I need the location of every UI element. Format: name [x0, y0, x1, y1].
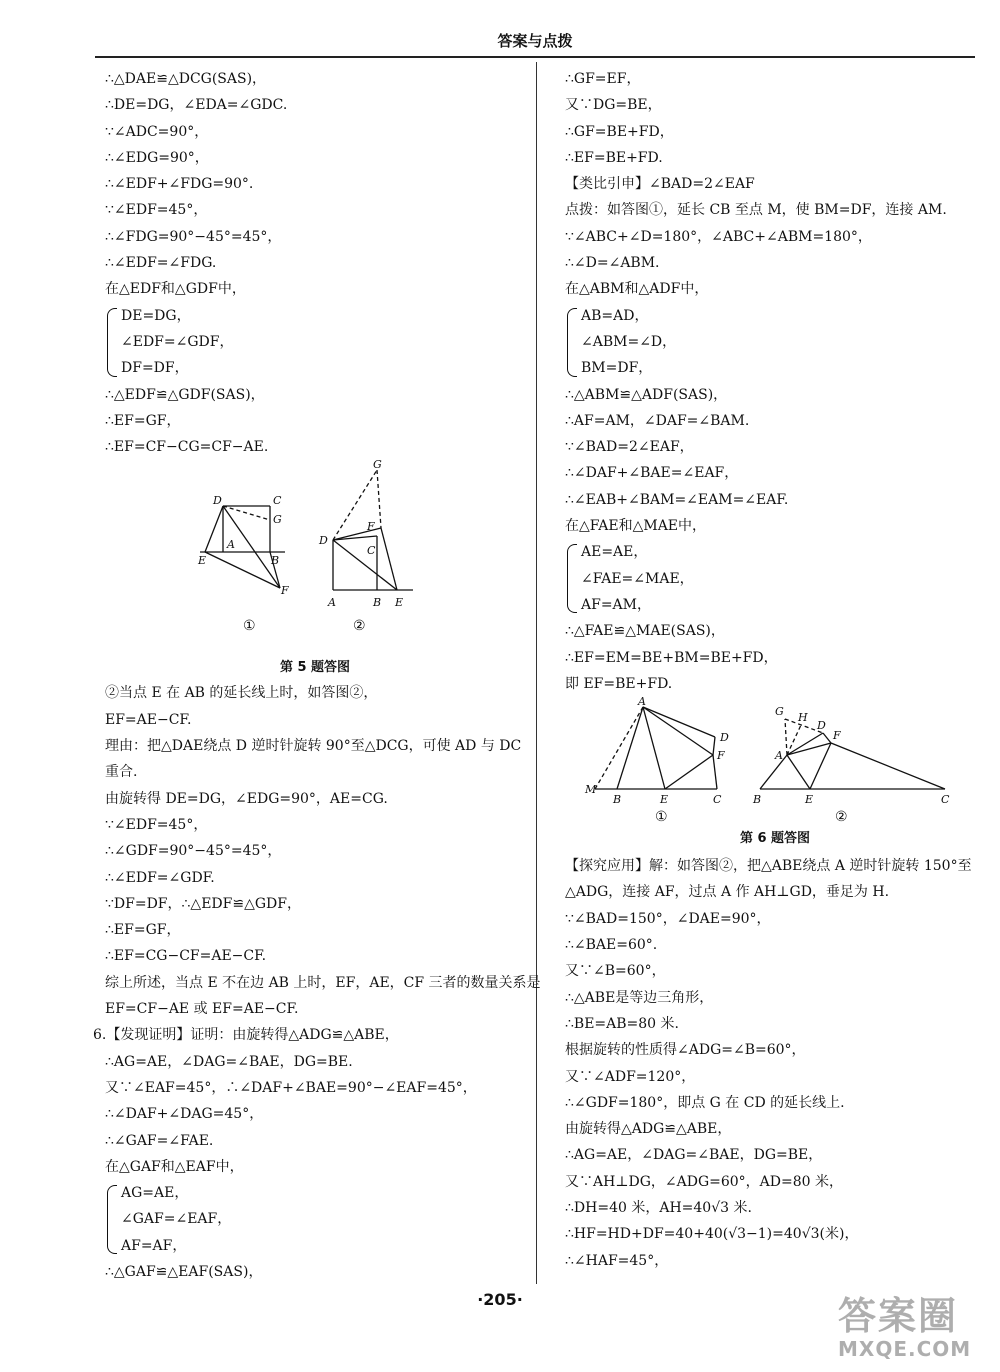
right-brace-b — [565, 539, 985, 618]
fig-label: C — [273, 494, 282, 508]
text-line: DF=DF， — [121, 360, 189, 377]
right-block-b — [565, 382, 985, 540]
text-line: 又∵∠B=60°， — [565, 963, 666, 980]
left-brace-a — [105, 303, 525, 382]
text-line: 【探究应用】解：如答图②，把△ABE绕点 A 逆时针旋转 150°至 — [565, 858, 972, 875]
fig-label: E — [805, 793, 814, 807]
page-number: ·205· — [477, 1290, 523, 1309]
text-line: 【类比引申】∠BAD=2∠EAF — [565, 176, 755, 193]
fig-label: B — [373, 596, 382, 610]
left-block-a — [105, 66, 525, 303]
text-line: ∴∠EDF=∠FDG. — [105, 255, 217, 272]
fig-circle-label: ② — [835, 809, 848, 826]
left-block-d — [105, 1049, 525, 1180]
fig-label: A — [328, 596, 336, 610]
fig-label: A — [638, 697, 646, 709]
text-line: ∵∠EDF=45°， — [105, 202, 208, 219]
brace-icon — [107, 1185, 117, 1254]
fig-label: B — [613, 793, 622, 807]
question-6-title: 6.【发现证明】证明：由旋转得△ADG≌△ABE， — [93, 1027, 399, 1044]
fig-label: D — [213, 494, 222, 508]
fig-label: G — [775, 705, 784, 719]
text-line: EF=AE−CF. — [105, 711, 192, 728]
text-line: ∴DE=DG，∠EDA=∠GDC. — [105, 97, 288, 114]
right-block-c — [565, 618, 985, 697]
brace-icon — [107, 308, 117, 377]
text-line: 由旋转得 DE=DG，∠EDG=90°，AE=CG. — [105, 790, 388, 807]
text-line: ∴HF=HD+DF=40+40(√3−1)=40√3(米)， — [565, 1226, 859, 1243]
fig-label: B — [753, 793, 762, 807]
text-line: ∴GF=BE+FD， — [565, 123, 674, 140]
text-line: 在△EDF和△GDF中， — [105, 281, 246, 298]
text-line: ∴△EDF≌△GDF(SAS)， — [105, 386, 265, 403]
watermark-small-text: MXQE.COM — [838, 1337, 972, 1361]
text-line: △ADG，连接 AF，过点 A 作 AH⊥GD，垂足为 H. — [565, 884, 890, 901]
figure-6-caption: 第 6 题答图 — [739, 831, 811, 847]
text-line: AF=AF， — [121, 1237, 187, 1254]
right-brace-a — [565, 303, 985, 382]
fig-label: F — [367, 520, 375, 534]
text-line: 又∵∠ADF=120°， — [565, 1068, 696, 1085]
text-line: 由旋转得△ADG≌△ABE， — [565, 1121, 732, 1138]
figure-5-caption: 第 5 题答图 — [279, 660, 351, 676]
left-block-b — [105, 382, 525, 461]
text-line: ∴EF=BE+FD. — [565, 149, 663, 166]
text-line: ∴∠EDG=90°， — [105, 149, 209, 166]
text-line: ∴∠EDF+∠FDG=90°. — [105, 176, 254, 193]
fig-label: E — [395, 596, 404, 610]
fig-circle-label: ① — [655, 809, 668, 826]
text-line: 在△GAF和△EAF中， — [105, 1158, 244, 1175]
text-line: DE=DG， — [121, 307, 191, 324]
text-line: ∠EDF=∠GDF， — [121, 333, 234, 350]
text-line: ∵∠ABC+∠D=180°，∠ABC+∠ABM=180°， — [565, 228, 872, 245]
fig-label: E — [660, 793, 669, 807]
fig-label: B — [271, 554, 280, 568]
text-line: ∵∠ADC=90°， — [105, 123, 209, 140]
text-line: ∴∠EAB+∠BAM=∠EAM=∠EAF. — [565, 491, 789, 508]
text-line: ∴∠D=∠ABM. — [565, 255, 660, 272]
text-line: ∴∠GDF=180°，即点 G 在 CD 的延长线上. — [565, 1094, 845, 1111]
fig-label: D — [720, 731, 729, 745]
fig-circle-label: ① — [243, 618, 256, 635]
text-line: 点拨：如答图①，延长 CB 至点 M，使 BM=DF，连接 AM. — [565, 202, 947, 219]
text-line: 在△FAE和△MAE中， — [565, 518, 707, 535]
fig-label: G — [273, 513, 282, 527]
fig-label: D — [319, 534, 328, 548]
left-column — [93, 66, 541, 1285]
text-line: ∴DH=40 米，AH=40√3 米. — [565, 1199, 752, 1216]
fig-label: E — [198, 554, 207, 568]
text-line: AG=AE， — [121, 1185, 189, 1202]
text-line: 重合. — [105, 764, 138, 781]
fig-label: D — [817, 719, 826, 733]
text-line: BM=DF， — [581, 360, 653, 377]
text-line: ∵∠EDF=45°， — [105, 816, 208, 833]
page-header: 答案与点拨 — [95, 30, 975, 58]
fig-label: H — [798, 711, 808, 725]
fig-label: C — [941, 793, 950, 807]
fig-label: F — [833, 729, 841, 743]
text-line: ∴BE=AB=80 米. — [565, 1015, 679, 1032]
fig-label: G — [373, 460, 382, 472]
figure-5-labels — [197, 460, 403, 634]
fig-label: F — [717, 749, 725, 763]
text-line: ∴△ABM≌△ADF(SAS)， — [565, 386, 728, 403]
figure-5 — [105, 460, 525, 680]
fig-label: A — [775, 749, 783, 763]
text-line: 又∵∠EAF=45°，∴∠DAF+∠BAE=90°−∠EAF=45°， — [105, 1079, 477, 1096]
fig-circle-label: ② — [353, 618, 366, 635]
text-line: ∠FAE=∠MAE， — [581, 570, 694, 587]
text-line: 理由：把△DAE绕点 D 逆时针旋转 90°至△DCG，可使 AD 与 DC — [105, 738, 522, 755]
text-line: AB=AD， — [581, 307, 649, 324]
text-line: AE=AE， — [581, 544, 648, 561]
text-line: ②当点 E 在 AB 的延长线上时，如答图②， — [105, 685, 378, 702]
right-block-d — [565, 853, 985, 1274]
text-line: ∵∠BAD=2∠EAF， — [565, 439, 694, 456]
left-block-e — [105, 1259, 525, 1285]
text-line: AF=AM， — [581, 596, 651, 613]
brace-icon — [567, 308, 577, 377]
text-line: ∴△FAE≌△MAE(SAS)， — [565, 623, 725, 640]
text-line: ∴EF=CF−CG=CF−AE. — [105, 439, 269, 456]
column-divider — [536, 62, 537, 1284]
fig-label: M — [585, 783, 597, 797]
text-line: ∠ABM=∠D， — [581, 333, 677, 350]
text-line: ∴EF=GF， — [105, 922, 181, 939]
text-line: 又∵AH⊥DG，∠ADG=60°，AD=80 米， — [565, 1173, 844, 1190]
text-line: EF=CF−AE 或 EF=AE−CF. — [105, 1001, 299, 1018]
figure-5-diagram — [105, 460, 525, 656]
fig-label: C — [713, 793, 722, 807]
text-line: ∴△ABE是等边三角形， — [565, 989, 714, 1006]
figure-6-labels — [584, 697, 950, 825]
fig-label: C — [367, 544, 376, 558]
right-block-a — [565, 66, 985, 303]
text-line: 又∵DG=BE， — [565, 97, 662, 114]
text-line: ∴∠FDG=90°−45°=45°， — [105, 228, 282, 245]
brace-icon — [567, 544, 577, 613]
text-line: 综上所述，当点 E 不在边 AB 上时，EF，AE，CF 三者的数量关系是 — [105, 974, 541, 991]
left-brace-d — [105, 1180, 525, 1259]
fig-label: A — [227, 538, 235, 552]
text-line: ∵DF=DF，∴△EDF≌△GDF， — [105, 895, 301, 912]
text-line: ∴△GAF≌△EAF(SAS)， — [105, 1263, 263, 1280]
text-line: ∴∠EDF=∠GDF. — [105, 869, 215, 886]
text-line: 即 EF=BE+FD. — [565, 675, 673, 692]
text-line: ∴AF=AM，∠DAF=∠BAM. — [565, 412, 750, 429]
watermark-logo — [838, 1294, 988, 1364]
figure-6 — [565, 697, 985, 853]
text-line: ∴AG=AE，∠DAG=∠BAE，DG=BE. — [105, 1053, 353, 1070]
text-line: ∴∠HAF=45°， — [565, 1252, 669, 1269]
text-line: ∠GAF=∠EAF， — [121, 1211, 232, 1228]
text-line: ∴∠GDF=90°−45°=45°， — [105, 843, 282, 860]
text-line: 在△ABM和△ADF中， — [565, 281, 709, 298]
text-line: ∴EF=GF， — [105, 412, 181, 429]
text-line: ∵∠BAD=150°，∠DAE=90°， — [565, 910, 771, 927]
text-line: ∴∠DAF+∠BAE=∠EAF， — [565, 465, 739, 482]
text-line: ∴∠GAF=∠FAE. — [105, 1132, 214, 1149]
text-line: ∴EF=EM=BE+BM=BE+FD， — [565, 649, 778, 666]
text-line: ∴GF=EF， — [565, 71, 641, 87]
figure-6-diagram — [565, 697, 985, 829]
left-block-c — [105, 680, 541, 1022]
right-column — [565, 66, 985, 1274]
text-line: ∴AG=AE，∠DAG=∠BAE，DG=BE， — [565, 1147, 823, 1164]
fig-label: F — [281, 584, 289, 598]
text-line: ∴△DAE≌△DCG(SAS)， — [105, 71, 267, 87]
text-line: ∴∠BAE=60°. — [565, 937, 658, 954]
text-line: ∴∠DAF+∠DAG=45°， — [105, 1106, 264, 1123]
text-line: ∴EF=CG−CF=AE−CF. — [105, 948, 267, 965]
text-line: 根据旋转的性质得∠ADG=∠B=60°， — [565, 1042, 806, 1059]
watermark-big-text: 答案圈 — [838, 1294, 959, 1338]
